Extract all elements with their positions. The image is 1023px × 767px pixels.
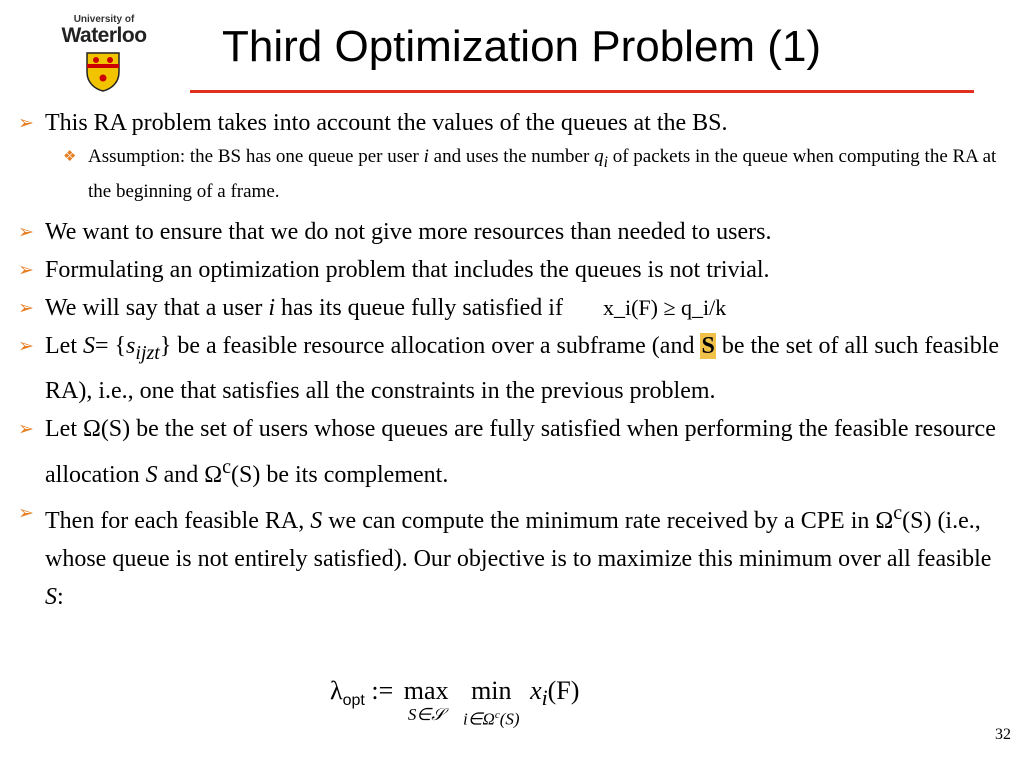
assign-op: := [371,676,394,705]
arrow-bullet-icon: ➢ [18,296,34,319]
min-sub-main: i∈Ω [463,709,495,729]
var-S: S [82,332,95,359]
shield-icon [86,52,120,92]
arrow-bullet-icon: ➢ [18,258,34,281]
bullet-3-text: Formulating an optimization problem that includes the queues is not trivial. [45,256,770,283]
bullet-3 [16,251,1016,289]
bullet-5-part2: = { [94,332,127,359]
var-x-sub: i [541,686,548,711]
x-arg: (F) [547,676,580,705]
max-operator [404,676,449,724]
bold-S: S [701,332,715,359]
bullet-7-part4: : [57,583,64,610]
bullet-2 [16,213,1016,251]
bullet-6-part1: Let Ω(S) be the set of users whose queues are fully satisfied when performing the feasible resource allocation [45,415,996,488]
bullet-6-part3: (S) be its complement. [231,461,449,488]
bullet-7-part3: (S) (i.e., whose queue is not entirely satisfied). Our objective is to maximize this minimum over all feasible [45,507,992,572]
bullet-7-part2: we can compute the minimum rate received by a CPE in Ω [322,507,894,534]
var-S: S [310,507,323,534]
sub-bullet-1 [16,142,1016,206]
superscript-c: c [893,501,903,524]
sub-bullet-1-part1: Assumption: the BS has one queue per user [88,146,424,167]
var-S: S [145,461,158,488]
min-sub-sup: c [494,709,500,721]
bullet-5-part1: Let [45,332,83,359]
min-sub [463,706,520,729]
sub-bullet-1-part2: and uses the number [428,146,595,167]
sub-bullet-1-part3: of packets in the queue when computing the RA at the beginning of a frame. [88,146,997,202]
bullet-4-part1: We will say that a user [45,294,269,321]
arrow-bullet-icon: ➢ [18,501,34,524]
lambda: λ [330,676,343,705]
bullet-7 [16,494,1016,616]
var-s: s [126,332,136,359]
bullet-6 [16,410,1016,494]
bullet-5-part4: be the set of all such feasible RA), i.e., one that satisfies all the constraints in the previous problem. [45,332,1000,404]
min-sub-end: (S) [499,709,520,729]
bullet-5-part3: } be a feasible resource allocation over a subframe (and [159,332,701,359]
university-logo [52,14,156,92]
bullet-5 [16,327,1016,410]
bullet-1-text: This RA problem takes into account the values of the queues at the BS. [45,110,728,136]
var-q-sub: i [603,153,608,171]
arrow-bullet-icon: ➢ [18,220,34,243]
bullet-4 [16,289,1016,327]
min-label: min [471,676,512,705]
arrow-bullet-icon: ➢ [18,334,34,357]
logo-waterloo: Waterloo [61,24,147,47]
arrow-bullet-icon: ➢ [18,417,34,440]
bullet-7-part1: Then for each feasible RA, [45,507,311,534]
max-sub: S∈𝒮 [407,705,445,724]
lambda-sub: opt [342,692,365,710]
objective-formula [330,676,579,729]
satisfaction-formula: x_i(F) ≥ q_i/k [602,294,727,320]
arrow-bullet-icon: ➢ [18,112,34,134]
slide-content [16,104,1016,616]
superscript-c: c [222,455,232,478]
var-i: i [423,146,429,167]
var-q: q [594,146,604,167]
page-number: 32 [995,726,1011,743]
logo-university-of: University of [73,14,135,25]
bullet-2-text: We want to ensure that we do not give more resources than needed to users. [45,218,772,245]
bullet-4-part2: has its queue fully satisfied if [275,294,563,321]
var-s-sub: ijzt [135,341,160,364]
max-label: max [403,676,449,705]
var-i: i [268,294,276,321]
diamond-bullet-icon: ❖ [63,147,77,165]
bullet-6-part2: and Ω [157,461,223,488]
min-operator [463,676,520,729]
var-x: x [530,676,542,705]
page-title: Third Optimization Problem (1) [222,22,822,71]
bullet-1 [16,104,1016,142]
title-divider [190,90,974,93]
var-S: S [45,583,57,610]
